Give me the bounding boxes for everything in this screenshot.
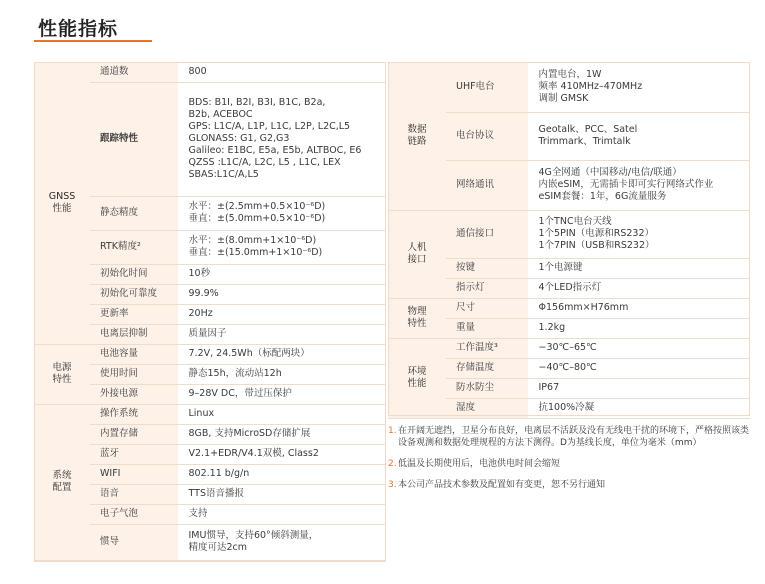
spec-value: [178, 504, 386, 524]
spec-value-line: 1个5PIN（电源和RS232）: [538, 228, 654, 239]
spec-label: RTK精度²: [90, 230, 178, 264]
spec-value-line: 内置电台，1W: [538, 68, 602, 80]
spec-label: 电台协议: [446, 112, 528, 160]
spec-label: 初始化可靠度: [90, 284, 178, 304]
footnote-number: 1.: [388, 426, 397, 436]
spec-value: [528, 318, 750, 338]
spec-value-line: Trimmark、Trimtalk: [538, 136, 631, 147]
spec-value: [528, 62, 750, 112]
spec-value-line: 1个TNC电台天线: [538, 216, 612, 227]
spec-label: 初始化时间: [90, 264, 178, 284]
spec-value-line: 垂直：±(15.0mm+1×10⁻⁶D): [188, 247, 323, 258]
spec-value-line: 内嵌eSIM，无需插卡即可实行网络式作业: [538, 179, 714, 190]
section-category: 数据 链路: [388, 62, 446, 210]
footnote-text: 本公司产品技术参数及配置如有变更，恕不另行通知: [398, 480, 606, 490]
footnote: [388, 425, 750, 449]
spec-value-line: Linux: [188, 408, 215, 419]
spec-label: 通信接口: [446, 210, 528, 258]
spec-value-line: Geotalk、PCC、Satel: [538, 124, 638, 135]
spec-value: [178, 524, 386, 560]
spec-value-line: 800: [188, 65, 207, 77]
title-underline: [34, 40, 152, 42]
spec-label: 尺寸: [446, 298, 528, 318]
spec-label: 重量: [446, 318, 528, 338]
spec-value: [178, 484, 386, 504]
spec-value-line: 调制 GMSK: [538, 92, 589, 104]
spec-value-line: 99.9%: [188, 288, 219, 299]
spec-value-line: 8GB, 支持MicroSD存储扩展: [188, 428, 311, 439]
spec-label: 湿度: [446, 398, 528, 418]
spec-label: 惯导: [90, 524, 178, 560]
spec-value-line: IMU惯导，支持60°倾斜测量，: [188, 530, 319, 541]
spec-value: [178, 82, 386, 196]
spec-row: [34, 344, 386, 364]
spec-row: [388, 62, 750, 112]
spec-value: [178, 304, 386, 324]
spec-value-line: −30℃–65℃: [538, 342, 597, 353]
spec-value: [178, 364, 386, 384]
spec-value-line: 1个电源键: [538, 262, 583, 273]
footnotes: [388, 425, 750, 500]
spec-label: 工作温度³: [446, 338, 528, 358]
spec-row: [34, 404, 386, 424]
section-category: 电源 特性: [34, 344, 90, 404]
spec-value-line: 7.2V, 24.5Wh（标配两块）: [188, 348, 310, 359]
spec-value-line: BDS: B1I, B2I, B3I, B1C, B2a,: [188, 97, 326, 108]
spec-value-line: SBAS:L1C/A,L5: [188, 169, 259, 180]
spec-value: [528, 298, 750, 318]
section-category: GNSS 性能: [34, 62, 90, 344]
spec-value-line: 质量因子: [188, 328, 227, 339]
spec-value-line: V2.1+EDR/V4.1双模, Class2: [188, 448, 319, 459]
spec-value-line: −40℃–80℃: [538, 362, 597, 373]
spec-value: [178, 344, 386, 364]
spec-value: [178, 230, 386, 264]
spec-table-right: [388, 62, 750, 419]
section-category: 系统 配置: [34, 404, 90, 560]
spec-value-line: Φ156mm×H76mm: [538, 302, 629, 313]
spec-value-line: 支持: [188, 508, 208, 519]
spec-value-line: IP67: [538, 382, 560, 393]
spec-label: 操作系统: [90, 404, 178, 424]
spec-value: [528, 398, 750, 418]
spec-value: [528, 338, 750, 358]
footnote-text: 低温及长期使用后，电池供电时间会缩短: [398, 459, 561, 469]
spec-value: [178, 404, 386, 424]
spec-label: 静态精度: [90, 196, 178, 230]
spec-value-line: GLONASS: G1, G2,G3: [188, 133, 290, 144]
spec-value-line: 频率 410MHz–470MHz: [538, 80, 643, 92]
spec-value: [528, 358, 750, 378]
spec-value-line: 4个LED指示灯: [538, 282, 602, 293]
spec-value-line: 水平：±(8.0mm+1×10⁻⁶D): [188, 235, 317, 246]
spec-value: [178, 424, 386, 444]
footnote-text: 在开阔无遮挡，卫星分布良好，电离层不活跃及没有无线电干扰的环境下，严格按照该类设备观测和数据处理规程的方法下测得。D为基线长度，单位为毫米（mm）: [398, 426, 750, 448]
section-category: 环境 性能: [388, 338, 446, 418]
footnote-number: 2.: [388, 459, 397, 469]
spec-value: [528, 112, 750, 160]
footnote: [388, 479, 750, 491]
spec-label: 内置存储: [90, 424, 178, 444]
spec-label: 外接电源: [90, 384, 178, 404]
spec-label: 通道数: [90, 62, 178, 82]
spec-row: [388, 298, 750, 318]
spec-label: 网络通讯: [446, 160, 528, 210]
spec-label: 指示灯: [446, 278, 528, 298]
spec-value-line: B2b, ACEBOC: [188, 109, 253, 120]
spec-value: [178, 384, 386, 404]
spec-value-line: 垂直：±(5.0mm+0.5×10⁻⁶D): [188, 213, 326, 224]
section-category: 人机 接口: [388, 210, 446, 298]
spec-value: [528, 210, 750, 258]
footnote: [388, 458, 750, 470]
spec-value-line: 20Hz: [188, 308, 213, 319]
spec-label: 电离层抑制: [90, 324, 178, 344]
spec-value: [178, 444, 386, 464]
spec-value-line: GPS: L1C/A, L1P, L1C, L2P, L2C,L5: [188, 121, 351, 132]
spec-value-line: 1个7PIN（USB和RS232）: [538, 240, 655, 251]
spec-value: [528, 258, 750, 278]
spec-value-line: 4G全网通（中国移动/电信/联通）: [538, 167, 682, 178]
spec-value: [178, 62, 386, 82]
spec-value-line: 水平：±(2.5mm+0.5×10⁻⁶D): [188, 201, 326, 212]
spec-value-line: QZSS :L1C/A, L2C, L5 , L1C, LEX: [188, 157, 341, 168]
spec-value: [528, 160, 750, 210]
spec-label: 蓝牙: [90, 444, 178, 464]
footnote-number: 3.: [388, 480, 397, 490]
spec-value-line: 10秒: [188, 268, 211, 279]
spec-row: [34, 62, 386, 82]
spec-value: [178, 196, 386, 230]
spec-value-line: 802.11 b/g/n: [188, 468, 250, 479]
spec-label: 更新率: [90, 304, 178, 324]
spec-value: [528, 378, 750, 398]
spec-value: [178, 324, 386, 344]
spec-label: 按键: [446, 258, 528, 278]
spec-row: [388, 210, 750, 258]
section-category: 物理 特性: [388, 298, 446, 338]
page-title: 性能指标: [38, 18, 119, 40]
spec-label: 电池容量: [90, 344, 178, 364]
spec-label: 防水防尘: [446, 378, 528, 398]
spec-value-line: 静态15h，流动站12h: [188, 368, 282, 379]
spec-label: UHF电台: [446, 62, 528, 112]
spec-label: WIFI: [90, 464, 178, 484]
spec-label: 跟踪特性: [90, 82, 178, 196]
spec-value: [528, 278, 750, 298]
spec-label: 电子气泡: [90, 504, 178, 524]
spec-label: 使用时间: [90, 364, 178, 384]
spec-value-line: 1.2kg: [538, 322, 566, 333]
spec-value-line: 抗100%冷凝: [538, 402, 595, 413]
spec-label: 存储温度: [446, 358, 528, 378]
spec-label: 语音: [90, 484, 178, 504]
spec-value-line: 9–28V DC，带过压保护: [188, 388, 292, 399]
spec-value-line: Galileo: E1BC, E5a, E5b, ALTBOC, E6: [188, 145, 362, 156]
spec-value: [178, 264, 386, 284]
spec-table-left: [34, 62, 386, 561]
spec-row: [388, 338, 750, 358]
spec-value: [178, 464, 386, 484]
spec-value: [178, 284, 386, 304]
spec-value-line: 精度可达2cm: [188, 542, 248, 553]
spec-value-line: TTS语音播报: [188, 488, 244, 499]
spec-value-line: eSIM套餐：1年，6G流量服务: [538, 191, 667, 202]
